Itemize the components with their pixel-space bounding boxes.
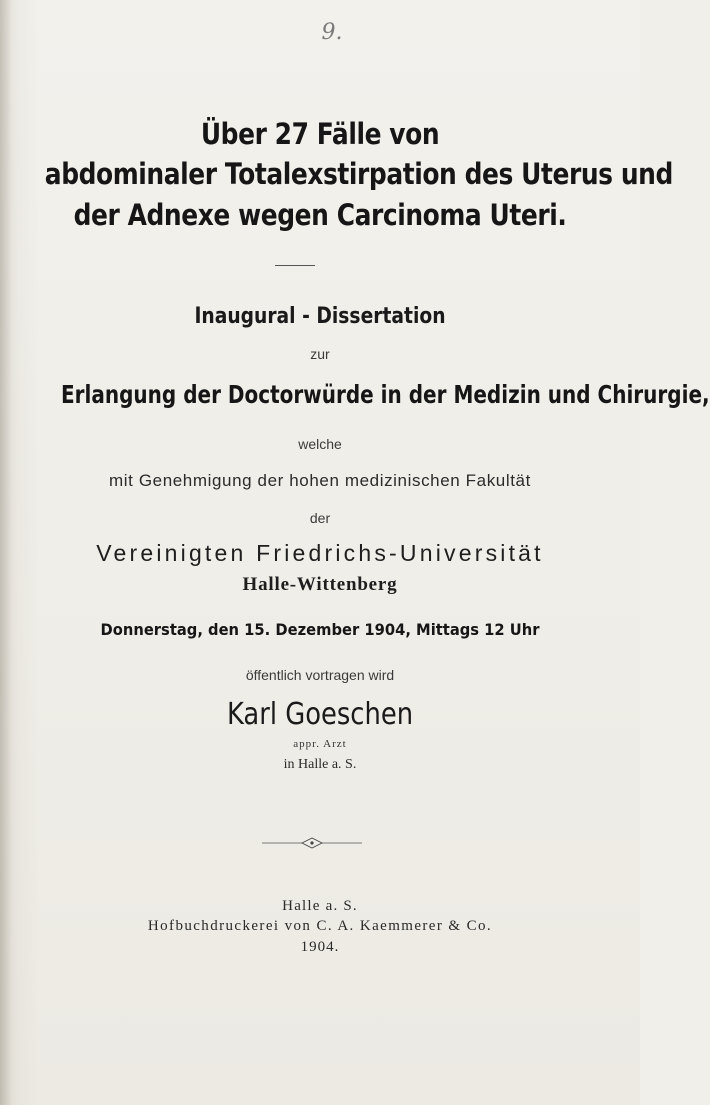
dissertation-heading: Inaugural - Dissertation: [194, 304, 446, 329]
title-line-2: abdominaler Totalexstirpation des Uterus und: [44, 157, 673, 191]
divider-rule: [275, 265, 315, 266]
pencil-shelf-mark: 9.: [321, 20, 343, 45]
welche-text: welche: [298, 436, 342, 452]
university-name: Vereinigten Friedrichs-Universität: [96, 540, 544, 566]
author-title: appr. Arzt: [293, 738, 347, 750]
title-line-3: der Adnexe wegen Carcinoma Uteri.: [73, 198, 567, 232]
publication-year: 1904.: [300, 939, 340, 955]
publisher-city: Halle a. S.: [282, 898, 358, 914]
author-location: in Halle a. S.: [283, 757, 357, 772]
author-name: Karl Goeschen: [226, 697, 414, 732]
der-text: der: [309, 510, 331, 526]
ornament-divider-icon: [262, 836, 362, 850]
approval-text: mit Genehmigung der hohen medizinischen Fakultät: [109, 471, 531, 490]
purpose-text: Erlangung der Doctorwürde in der Medizin und Chirurgie,: [61, 380, 710, 409]
title-line-1: Über 27 Fälle von: [200, 117, 440, 151]
university-city: Halle-Wittenberg: [242, 574, 398, 595]
event-action: öffentlich vortragen wird: [245, 667, 395, 683]
event-date-time: Donnerstag, den 15. Dezember 1904, Mittags 12 Uhr: [100, 620, 540, 639]
publisher-name: Hofbuchdruckerei von C. A. Kaemmerer & Co.: [147, 918, 493, 934]
zur-text: zur: [310, 346, 330, 362]
